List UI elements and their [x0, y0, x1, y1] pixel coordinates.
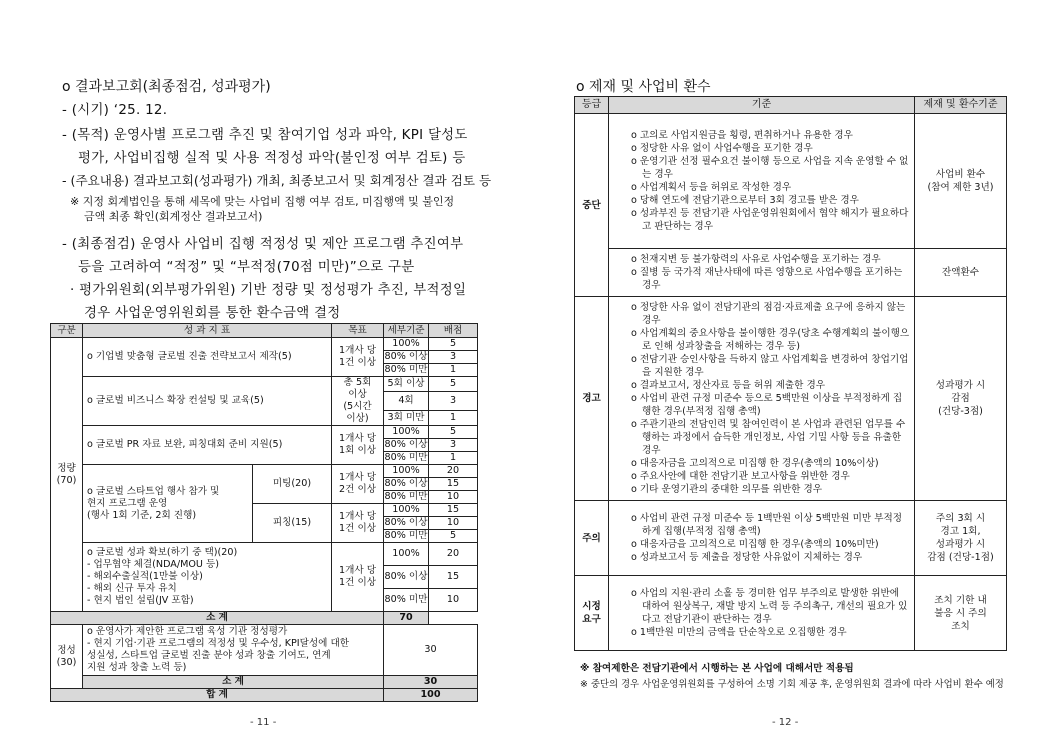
- header-grade: 등급: [575, 97, 609, 114]
- score-cell: 15: [429, 478, 478, 491]
- criteria-item: o 천재지변 등 불가항력의 사유로 사업수행을 포기하는 경우: [631, 254, 881, 265]
- criteria-cell: 100%: [384, 543, 428, 566]
- criteria-item: o 운영기관 선정 필수요건 불이행 등으로 사업을 지속 운영할 수 없는 경우: [631, 156, 909, 180]
- section-heading: o 제재 및 사업비 환수: [576, 79, 711, 95]
- sub-pitching: 피칭(15): [253, 504, 332, 543]
- item-final-check: - (최종점검) 운영사 사업비 집행 적정성 및 제안 프로그램 추진여부: [62, 237, 464, 252]
- score-cell: 5: [429, 530, 478, 543]
- goal-consulting: 총 5회 이상 (5시간 이상): [332, 377, 384, 426]
- criteria-item: o 질병 등 국가적 재난사태에 따른 영향으로 사업수행을 포기하는 경우: [631, 267, 903, 291]
- item-final-check-cont: 등을 고려하여 “적정” 및 “부적정(70점 미만)”으로 구분: [78, 260, 415, 275]
- score-cell: 3: [429, 351, 478, 364]
- subtotal-qual-label: 소 계: [83, 676, 384, 689]
- criteria-cell: 80% 미만: [384, 594, 428, 605]
- score-cell: 20: [429, 543, 477, 566]
- criteria-item: o 정당한 사유 없이 사업수행을 포기한 경우: [631, 143, 813, 154]
- criteria-cell: 3회 미만: [384, 410, 429, 425]
- criteria-cell: 80% 이상: [384, 351, 428, 362]
- kpi-pr-support: o 글로벌 PR 자료 보완, 피칭대회 준비 지원(5): [83, 426, 332, 465]
- criteria-cell: 100%: [384, 426, 429, 439]
- score-cell: 20: [429, 465, 478, 478]
- criteria-item: o 1백만원 미만의 금액을 단순착오로 오집행한 경우: [631, 627, 847, 638]
- page-number: - 11 -: [250, 717, 277, 728]
- grade-caution: 주의: [575, 501, 609, 576]
- criteria-item: o 사업계획의 중요사항을 불이행한 경우(당초 수행계획의 불이행으로 인해 성과창출을 저해하는 경우 등): [631, 328, 910, 352]
- sanction-caution: 주의 3회 시 경고 1회, 성과평가 시 감점 (건당-1점): [915, 501, 1007, 576]
- kpi-consulting: o 글로벌 비즈니스 확장 컨설팅 및 교육(5): [83, 377, 332, 426]
- score-cell: 1: [429, 410, 478, 425]
- criteria-cell: 80% 이상: [384, 478, 428, 489]
- criteria-item: o 사업비 관련 규정 미준수 등 1백만원 이상 5백만원 미만 부적정하게 집행(부적정 집행 총액): [631, 513, 902, 537]
- goal-pitching: 1개사 당 1건 이상: [332, 504, 384, 543]
- score-cell: 10: [429, 517, 478, 530]
- header-category: 구분: [51, 324, 83, 338]
- score-cell: 5: [429, 377, 478, 392]
- item-committee-cont: 경우 사업운영위원회를 통한 환수금액 결정: [84, 306, 341, 321]
- criteria-item: o 고의로 사업지원금을 횡령, 편취하거나 유용한 경우: [631, 130, 853, 141]
- grade-correction: 시정 요구: [575, 576, 609, 651]
- sanction-table: [574, 96, 1007, 651]
- criteria-cell: 4회: [384, 392, 429, 410]
- sanction-balance-refund: 잔액환수: [915, 249, 1007, 297]
- criteria-item: o 사업계획서 등을 허위로 작성한 경우: [631, 182, 792, 193]
- criteria-item: o 당해 연도에 전담기관으로부터 3회 경고를 받은 경우: [631, 195, 859, 206]
- header-indicator: 성 과 지 표: [83, 324, 332, 338]
- subtotal-quant-label: 소 계: [51, 612, 384, 625]
- goal-pr-support: 1개사 당 1회 이상: [332, 426, 384, 465]
- criteria-stack: [384, 543, 429, 612]
- criteria-correction: [609, 576, 915, 651]
- score-cell: 3: [429, 439, 478, 452]
- total-label: 합 계: [51, 689, 384, 702]
- kpi-qualitative: o 운영사가 제안한 프로그램 육성 기관 정성평가 - 현지 기업·기관 프로그램의 적정성 및 우수성, KPI달성에 대한 성실성, 스타트업 글로벌 진출 분야 성과 창출 기여도, 연계 지원 성과 창출 노력 등): [83, 625, 384, 676]
- criteria-item: o 성과보고서 등 제출을 정당한 사유없이 지체하는 경우: [631, 552, 863, 563]
- page-number: - 12 -: [772, 717, 799, 728]
- item-schedule: - (시기) ‘25. 12.: [62, 103, 168, 118]
- criteria-item: o 주관기관의 전담인력 및 참여인력이 본 사업과 관련된 업무를 수행하는 과정에서 습득한 개인정보, 사업 기밀 사항 등을 유출한 경우: [631, 419, 906, 456]
- criteria-item: o 정당한 사유 없이 전담기관의 점검·자료제출 요구에 응하지 않는 경우: [631, 302, 906, 326]
- header-criteria: 세부기준: [384, 324, 429, 338]
- subtotal-quant-value: 70: [384, 612, 429, 625]
- score-cell: 10: [429, 491, 478, 504]
- qual-label: 정성 (30): [51, 625, 83, 689]
- header-goal: 목표: [332, 324, 384, 338]
- score-cell: 1: [429, 364, 478, 377]
- item-purpose: - (목적) 운영사별 프로그램 추진 및 참여기업 성과 파악, KPI 달성도: [62, 128, 468, 143]
- criteria-cell: 80% 이상: [384, 566, 428, 589]
- criteria-item: o 결과보고서, 정산자료 등을 허위 제출한 경우: [631, 380, 826, 391]
- score-cell: 5: [429, 338, 478, 351]
- right-page: [526, 0, 1051, 744]
- criteria-cell: 100%: [384, 504, 429, 517]
- criteria-cell: 100%: [384, 465, 429, 478]
- kpi-global-event: o 글로벌 스타트업 행사 참가 및 현지 프로그램 운영 (행사 1회 기준, 2회 진행): [83, 465, 253, 543]
- footnote-participation: ※ 참여제한은 전담기관에서 시행하는 본 사업에 대해서만 적용됨: [580, 663, 854, 674]
- sanction-correction: 조치 기한 내 불응 시 주의 조치: [915, 576, 1007, 651]
- criteria-suspension: [609, 114, 915, 249]
- criteria-warning: [609, 297, 915, 501]
- header-criteria: 기준: [609, 97, 915, 114]
- criteria-item: o 사업비 관련 규정 미준수 등으로 5백만원 이상을 부적정하게 집행한 경우(부적정 집행 총액): [631, 393, 903, 417]
- sanction-warning: 성과평가 시 감점 (건당-3점): [915, 297, 1007, 501]
- kpi-table: [50, 323, 478, 702]
- goal-strategy-report: 1개사 당 1건 이상: [332, 338, 384, 377]
- section-heading: o 결과보고회(최종점검, 성과평가): [62, 79, 271, 95]
- kpi-strategy-report: o 기업별 맞춤형 글로벌 진출 전략보고서 제작(5): [83, 338, 332, 377]
- score-cell: 15: [429, 504, 478, 517]
- footnote-suspension: ※ 중단의 경우 사업운영위원회를 구성하여 소명 기회 제공 후, 운영위원회 결과에 따라 사업비 환수 예정: [580, 679, 1004, 690]
- criteria-item: o 사업의 지원·관리 소홀 등 경미한 업무 부주의로 발생한 위반에 대하여 원상복구, 재발 방지 노력 등 주의촉구, 개선의 필요가 있다고 전담기관이 판단하는 경우: [631, 588, 908, 625]
- criteria-cell: 100%: [384, 338, 429, 351]
- sub-meeting: 미팅(20): [253, 465, 332, 504]
- criteria-item: o 대응자금을 고의적으로 미집행 한 경우(총액의 10%미만): [631, 539, 879, 550]
- criteria-cell: 80% 미만: [384, 452, 428, 463]
- score-cell: 5: [429, 426, 478, 439]
- item-committee: · 평가위원회(외부평가위원) 기반 정량 및 정성평가 추진, 부적정일: [70, 283, 467, 298]
- criteria-cell: 80% 미만: [384, 364, 428, 375]
- item-contents: - (주요내용) 결과보고회(성과평가) 개최, 최종보고서 및 회계정산 결과 검토 등: [62, 173, 492, 188]
- note-accounting: ※ 지정 회계법인을 통해 세목에 맞는 사업비 집행 여부 검토, 미집행액 및 불인정: [70, 195, 455, 208]
- qual-score: 30: [384, 625, 478, 676]
- score-cell: 10: [446, 594, 460, 605]
- kpi-global-outcome: o 글로벌 성과 확보(하기 중 택)(20) - 업무협약 체결(NDA/MOU 등) - 해외수출실적(1만불 이상) - 해외 신규 투자 유치 - 현지 법인 설립(JV 포함): [83, 543, 332, 612]
- score-stack: [429, 543, 478, 612]
- criteria-item: o 대응자금을 고의적으로 미집행 한 경우(총액의 10%이상): [631, 458, 879, 469]
- criteria-caution: [609, 501, 915, 576]
- header-score: 배점: [429, 324, 478, 338]
- criteria-item: o 전담기관 승인사항을 득하지 않고 사업계획을 변경하여 창업기업을 지원한 경우: [631, 354, 909, 378]
- criteria-cell: 80% 미만: [384, 530, 428, 541]
- criteria-cell: 5회 이상: [384, 377, 429, 392]
- score-cell: 1: [429, 452, 478, 465]
- grade-suspension: 중단: [575, 114, 609, 297]
- criteria-item: o 기타 운영기관의 중대한 의무를 위반한 경우: [631, 484, 822, 495]
- score-cell: 15: [429, 566, 477, 589]
- criteria-item: o 성과부진 등 전담기관 사업운영위원회에서 협약 해지가 필요하다고 판단하는 경우: [631, 208, 909, 232]
- criteria-force-majeure: [609, 249, 915, 297]
- criteria-item: o 주요사안에 대한 전담기관 보고사항을 위반한 경우: [631, 471, 850, 482]
- criteria-cell: 80% 이상: [384, 517, 428, 528]
- left-page: [0, 0, 525, 744]
- criteria-cell: 80% 이상: [384, 439, 428, 450]
- header-sanction: 제재 및 환수기준: [915, 97, 1007, 114]
- criteria-cell: 80% 미만: [384, 491, 428, 502]
- goal-global-outcome: 1개사 당 1건 이상: [332, 543, 384, 612]
- note-accounting-cont: 금액 최종 확인(회계정산 결과보고서): [84, 210, 263, 223]
- sanction-refund: 사업비 환수 (참여 제한 3년): [915, 114, 1007, 249]
- item-purpose-cont: 평가, 사업비집행 실적 및 사용 적정성 파악(불인정 여부 검토) 등: [78, 151, 466, 166]
- goal-meeting: 1개사 당 2건 이상: [332, 465, 384, 504]
- score-cell: 3: [429, 392, 478, 410]
- grade-warning: 경고: [575, 297, 609, 501]
- subtotal-qual-value: 30: [384, 676, 478, 689]
- quant-label: 정량 (70): [51, 338, 83, 612]
- total-value: 100: [384, 689, 478, 702]
